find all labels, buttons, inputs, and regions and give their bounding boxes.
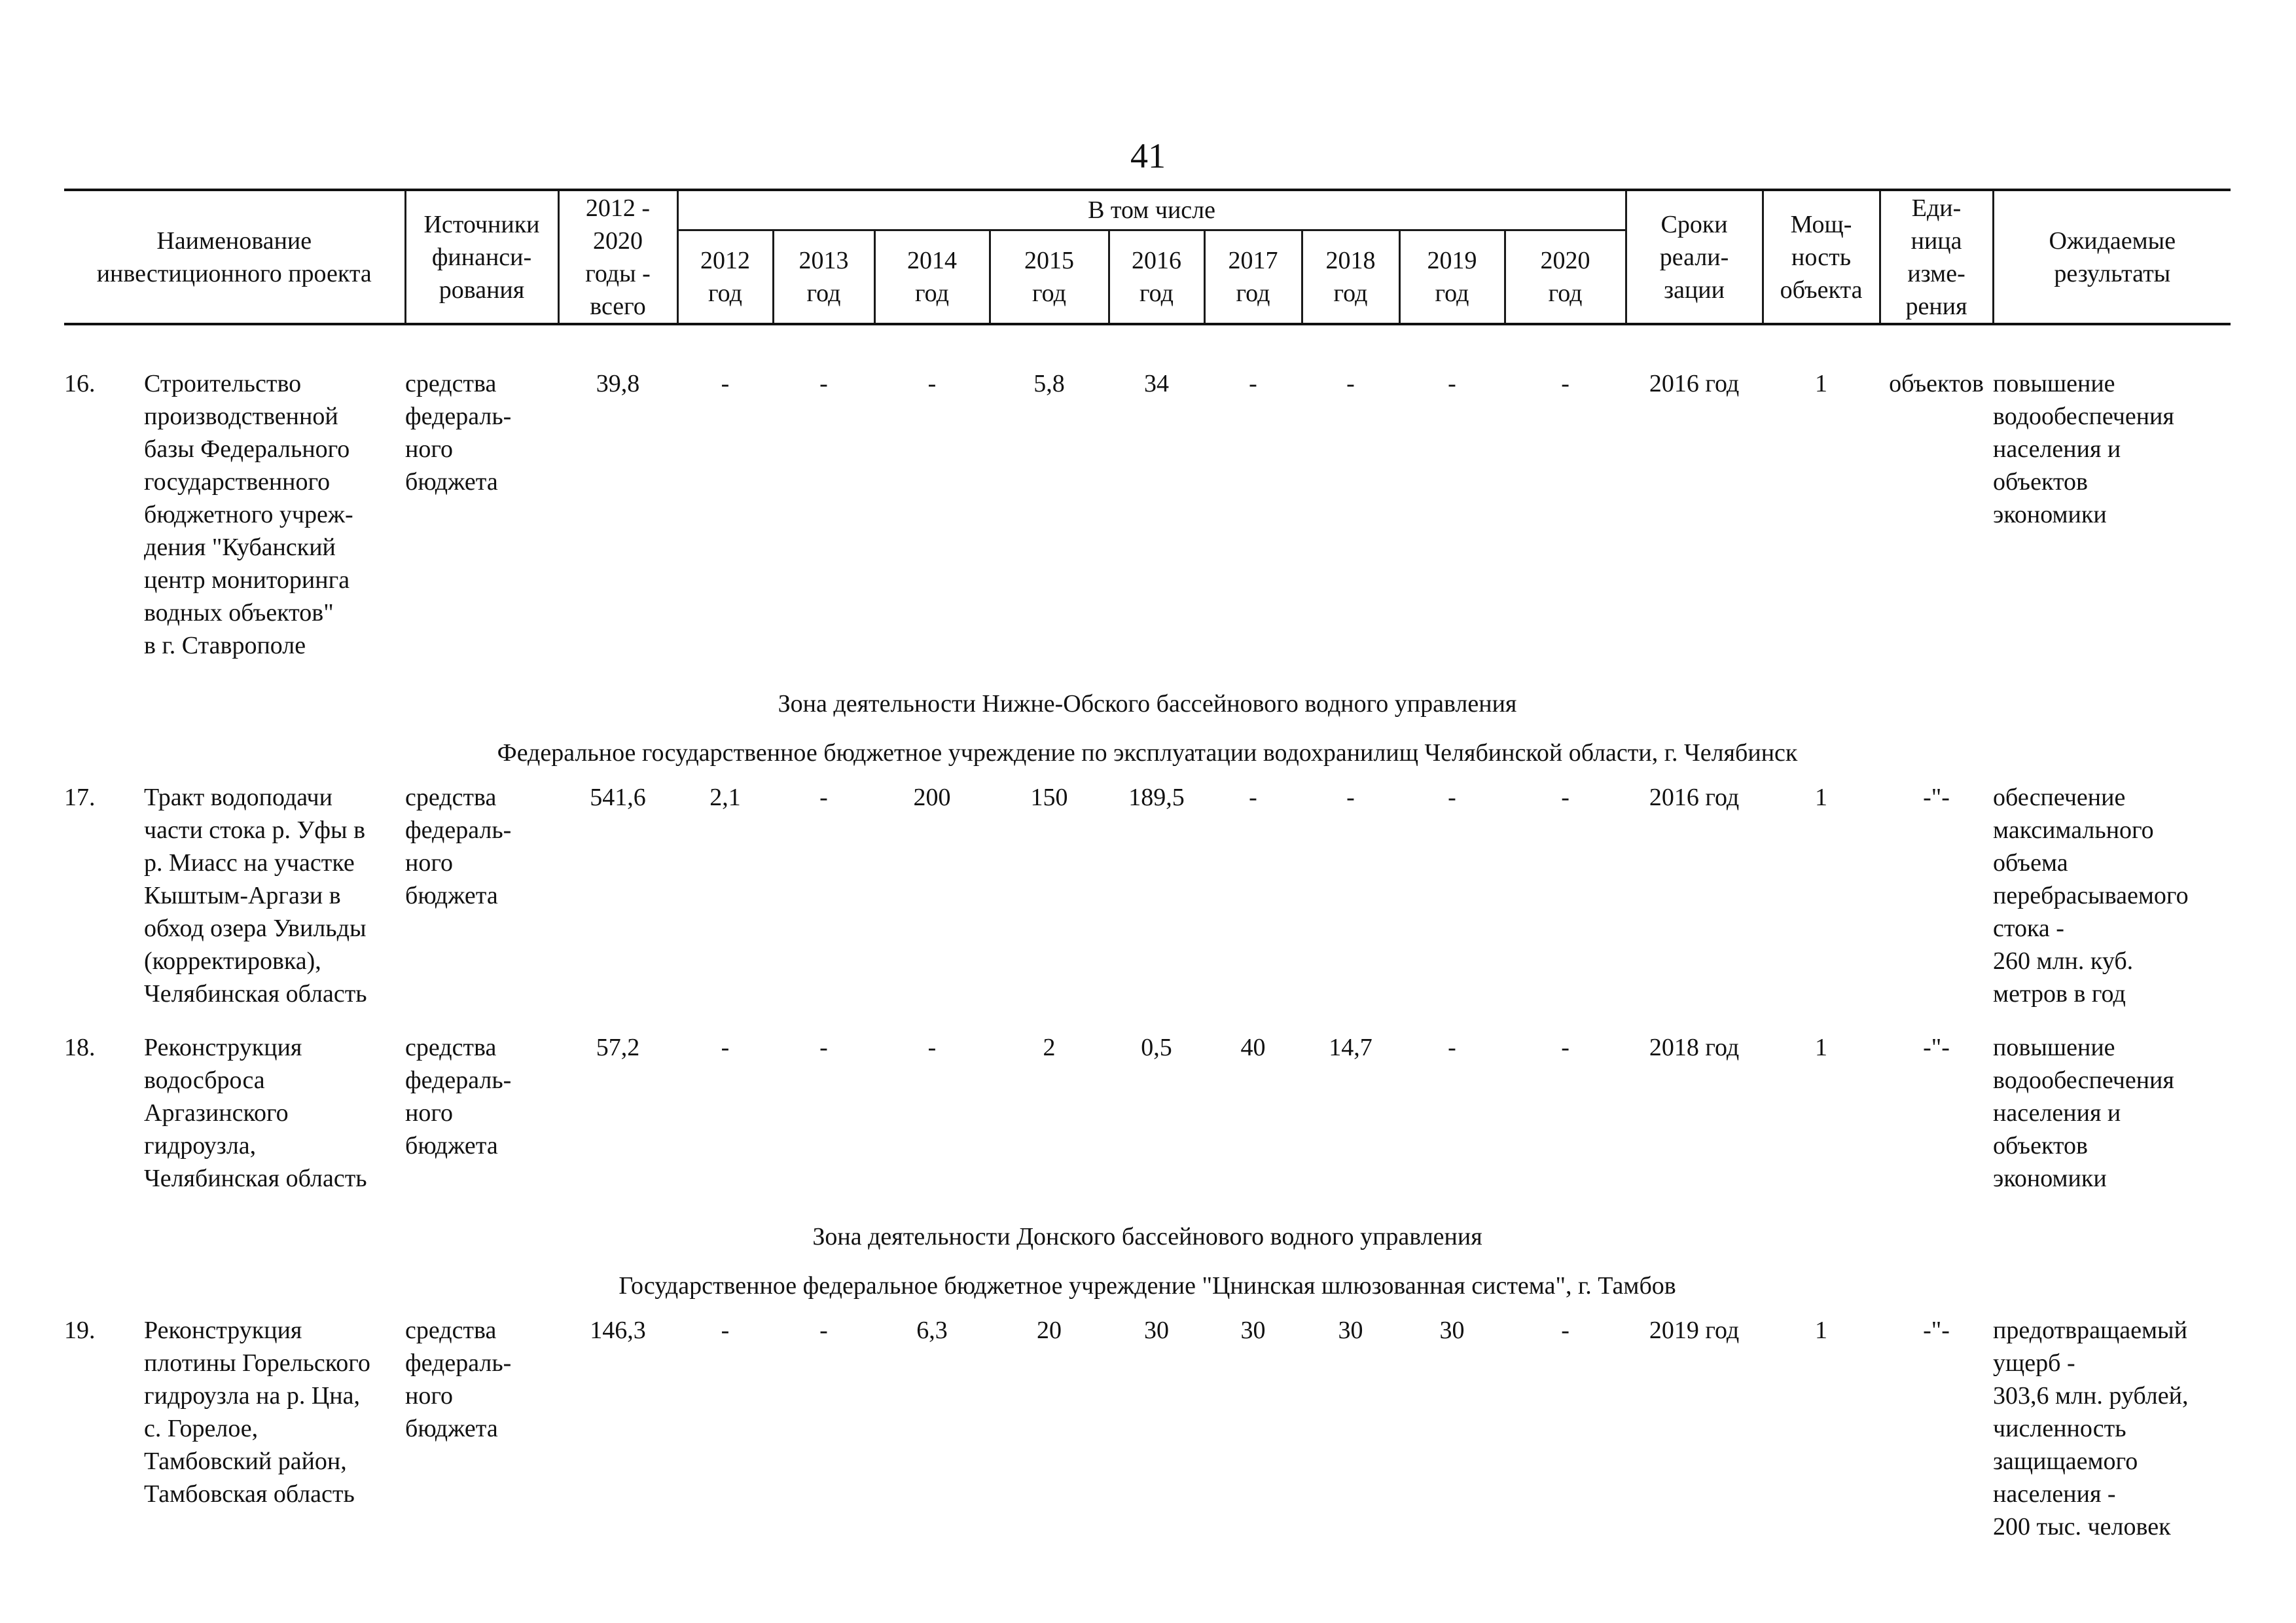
- table-row: [64, 363, 2231, 679]
- value-2018: 30: [1338, 1317, 1363, 1344]
- funding-source: средства федераль- ного бюджета: [405, 784, 512, 909]
- row-number: 19.: [64, 1317, 96, 1344]
- value-2017: 30: [1240, 1317, 1266, 1344]
- project-name: Строительство производственной базы Федерального государственного бюджетного учреж- дения "Кубанский центр мониторинга водных объектов" в г. Ставрополе: [144, 370, 353, 659]
- capacity: 1: [1815, 1317, 1828, 1344]
- header-unit: Еди- ница изме- рения: [1880, 190, 1993, 324]
- value-2013: -: [819, 1034, 828, 1061]
- value-2013: -: [819, 370, 828, 397]
- institution-row: [64, 728, 2231, 777]
- unit: -"-: [1923, 784, 1950, 811]
- zone-title: Зона деятельности Нижне-Обского бассейнового водного управления: [778, 689, 1517, 718]
- funding-source: средства федераль- ного бюджета: [405, 370, 512, 496]
- value-2013: -: [819, 784, 828, 811]
- project-name: Тракт водоподачи части стока р. Уфы в р. Миасс на участке Кыштым-Аргази в обход озера Увильды (корректировка), Челябинская область: [144, 784, 367, 1008]
- unit: -"-: [1923, 1034, 1950, 1061]
- value-2020: -: [1561, 370, 1570, 397]
- total-value: 57,2: [596, 1034, 640, 1061]
- table-row: [64, 1027, 2231, 1212]
- header-deadline: Сроки реали- зации: [1626, 190, 1763, 324]
- value-2012: -: [721, 370, 730, 397]
- value-2014: 200: [913, 784, 951, 811]
- total-value: 146,3: [590, 1317, 646, 1344]
- value-2016: 0,5: [1141, 1034, 1172, 1061]
- deadline: 2016 год: [1649, 784, 1740, 811]
- deadline: 2019 год: [1649, 1317, 1740, 1344]
- value-2018: 14,7: [1329, 1034, 1372, 1061]
- table-row: [64, 1310, 2231, 1560]
- value-2017: -: [1249, 370, 1257, 397]
- project-name: Реконструкция плотины Горельского гидроузла на р. Цна, с. Горелое, Тамбовский район, Тамбовская область: [144, 1317, 370, 1508]
- page-number: 41: [1130, 136, 1166, 175]
- value-2013: -: [819, 1317, 828, 1344]
- institution-title: Государственное федеральное бюджетное учреждение "Цнинская шлюзованная система", г. Тамбов: [619, 1271, 1676, 1300]
- institution-title: Федеральное государственное бюджетное учреждение по эксплуатации водохранилищ Челябинской области, г. Челябинск: [497, 739, 1798, 767]
- header-year-2012: 2012 год: [677, 230, 773, 325]
- funding-source: средства федераль- ного бюджета: [405, 1034, 512, 1159]
- row-number: 18.: [64, 1034, 96, 1061]
- header-year-2020: 2020 год: [1505, 230, 1626, 325]
- zone-row: [64, 1212, 2231, 1261]
- table-header: [64, 190, 2231, 324]
- investment-projects-table: [64, 189, 2231, 1560]
- expected-result: обеспечение максимального объема перебрасываемого стока - 260 млн. куб. метров в год: [1993, 784, 2189, 1008]
- value-2017: 40: [1240, 1034, 1266, 1061]
- value-2020: -: [1561, 1034, 1570, 1061]
- table-row: [64, 777, 2231, 1027]
- value-2015: 2: [1043, 1034, 1056, 1061]
- value-2014: 6,3: [916, 1317, 948, 1344]
- header-year-2018: 2018 год: [1302, 230, 1399, 325]
- value-2020: -: [1561, 784, 1570, 811]
- unit: -"-: [1923, 1317, 1950, 1344]
- capacity: 1: [1815, 1034, 1828, 1061]
- header-capacity: Мощ- ность объекта: [1763, 190, 1880, 324]
- value-2017: -: [1249, 784, 1257, 811]
- value-2019: 30: [1439, 1317, 1465, 1344]
- project-name: Реконструкция водосброса Аргазинского гидроузла, Челябинская область: [144, 1034, 367, 1192]
- value-2014: -: [927, 1034, 937, 1061]
- value-2016: 30: [1144, 1317, 1169, 1344]
- capacity: 1: [1815, 370, 1828, 397]
- header-including: В том числе: [677, 190, 1626, 230]
- header-year-2015: 2015 год: [990, 230, 1109, 325]
- value-2015: 150: [1030, 784, 1068, 811]
- zone-title: Зона деятельности Донского бассейнового водного управления: [812, 1222, 1482, 1250]
- deadline: 2018 год: [1649, 1034, 1740, 1061]
- total-value: 39,8: [596, 370, 640, 397]
- value-2012: 2,1: [709, 784, 741, 811]
- value-2019: -: [1448, 370, 1456, 397]
- header-funding-source: Источники финанси- рования: [405, 190, 558, 324]
- expected-result: предотвращаемый ущерб - 303,6 млн. рублей, численность защищаемого населения - 200 тыс. человек: [1993, 1317, 2189, 1541]
- expected-result: повышение водообеспечения населения и объектов экономики: [1993, 370, 2174, 528]
- value-2015: 20: [1037, 1317, 1062, 1344]
- capacity: 1: [1815, 784, 1828, 811]
- value-2018: -: [1346, 784, 1355, 811]
- header-year-2019: 2019 год: [1399, 230, 1505, 325]
- expected-result: повышение водообеспечения населения и объектов экономики: [1993, 1034, 2174, 1192]
- value-2012: -: [721, 1317, 730, 1344]
- header-year-2013: 2013 год: [773, 230, 874, 325]
- value-2015: 5,8: [1033, 370, 1065, 397]
- value-2016: 34: [1144, 370, 1169, 397]
- row-number: 16.: [64, 370, 96, 397]
- row-number: 17.: [64, 784, 96, 811]
- value-2019: -: [1448, 784, 1456, 811]
- total-value: 541,6: [590, 784, 646, 811]
- zone-row: [64, 679, 2231, 728]
- header-project-name: Наименование инвестиционного проекта: [64, 190, 405, 324]
- unit: объектов: [1889, 370, 1984, 397]
- value-2019: -: [1448, 1034, 1456, 1061]
- value-2012: -: [721, 1034, 730, 1061]
- institution-row: [64, 1261, 2231, 1310]
- funding-source: средства федераль- ного бюджета: [405, 1317, 512, 1442]
- header-year-2016: 2016 год: [1109, 230, 1204, 325]
- header-year-2014: 2014 год: [874, 230, 990, 325]
- header-year-2017: 2017 год: [1204, 230, 1302, 325]
- table-body: [64, 324, 2231, 1560]
- header-expected-results: Ожидаемые результаты: [1993, 190, 2231, 324]
- value-2018: -: [1346, 370, 1355, 397]
- deadline: 2016 год: [1649, 370, 1740, 397]
- value-2020: -: [1561, 1317, 1570, 1344]
- value-2016: 189,5: [1128, 784, 1185, 811]
- header-total: 2012 - 2020 годы - всего: [558, 190, 677, 324]
- value-2014: -: [927, 370, 937, 397]
